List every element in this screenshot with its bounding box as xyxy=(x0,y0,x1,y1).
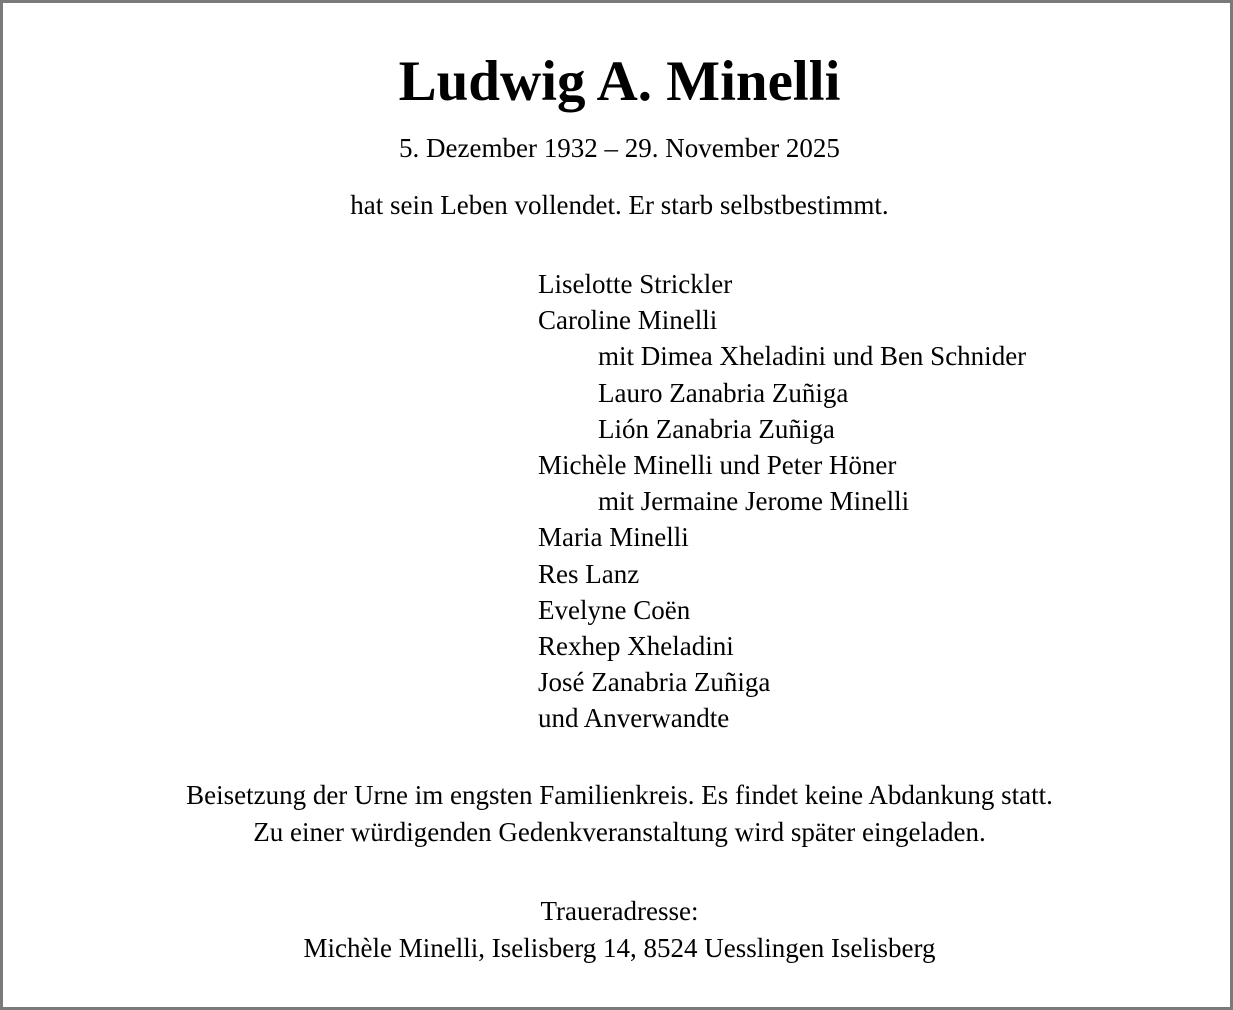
mourner-closing: und Anverwandte xyxy=(538,703,730,734)
mourner-name: Res Lanz xyxy=(538,558,640,589)
mourner-name: Maria Minelli xyxy=(538,522,689,553)
mourner-sub-name: mit Dimea Xheladini und Ben Schnider xyxy=(598,341,1027,372)
mourner-name: Michèle Minelli und Peter Höner xyxy=(538,449,897,480)
address-text: Michèle Minelli, Iselisberg 14, 8524 Uesslingen Iselisberg xyxy=(303,932,936,963)
address-label: Traueradresse: xyxy=(540,896,699,926)
mourners-list xyxy=(538,266,1026,736)
mourner-sub-name: Lión Zanabria Zuñiga xyxy=(598,413,835,444)
mourning-address xyxy=(3,893,1233,966)
mourner-name: José Zanabria Zuñiga xyxy=(538,667,771,698)
life-dates: 5. Dezember 1932 – 29. November 2025 xyxy=(399,133,840,163)
mourner-name: Rexhep Xheladini xyxy=(538,630,734,661)
mourner-sub-name: Lauro Zanabria Zuñiga xyxy=(598,377,849,408)
mourner-name: Caroline Minelli xyxy=(538,305,718,336)
death-statement: hat sein Leben vollendet. Er starb selbstbestimmt. xyxy=(350,190,889,220)
mourner-name: Evelyne Coën xyxy=(538,594,691,625)
mourner-sub-name: mit Jermaine Jerome Minelli xyxy=(598,486,910,517)
memorial-info-line: Zu einer würdigenden Gedenkveranstaltung wird später eingeladen. xyxy=(253,816,986,847)
burial-info xyxy=(3,777,1233,850)
mourner-name: Liselotte Strickler xyxy=(538,269,733,299)
burial-info-line: Beisetzung der Urne im engsten Familienkreis. Es findet keine Abdankung statt. xyxy=(186,780,1053,810)
deceased-name: Ludwig A. Minelli xyxy=(398,50,841,113)
